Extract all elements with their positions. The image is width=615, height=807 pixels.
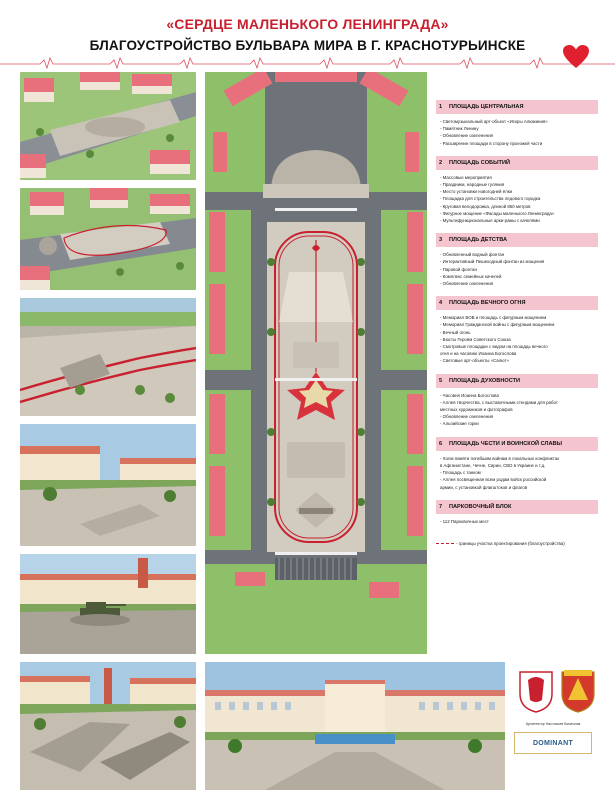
- aerial-render-central-square: [20, 72, 196, 180]
- render-square-panorama: [205, 662, 505, 790]
- legend-section-4: [436, 296, 598, 364]
- list-item: - Аллея посвященная всем родам войск российской: [440, 477, 547, 483]
- section-title: ПЛОЩАДЬ ДЕТСТВА: [449, 237, 508, 244]
- legend-section-header: [436, 374, 598, 388]
- krasnoturinsk-emblem-icon: [560, 670, 596, 714]
- section-items: [436, 251, 598, 287]
- legend-section-7: [436, 500, 598, 525]
- list-item: - Площадь с танком: [440, 470, 481, 476]
- legend-section-2: [436, 156, 598, 224]
- section-title: ПАРКОВОЧНЫЙ БЛОК: [449, 503, 512, 510]
- emblems-group: [490, 670, 600, 720]
- company-logo: [514, 732, 592, 754]
- list-item: - Комплекс семейных качелей: [440, 273, 502, 279]
- section-number: 5: [439, 377, 443, 384]
- section-number: 2: [439, 159, 443, 166]
- heartbeat-line-icon: [0, 56, 615, 70]
- list-item: - Интерактивный Пешеходный фонтан из мощения: [440, 259, 545, 265]
- legend-section-3: [436, 233, 598, 287]
- poster-subtitle: БЛАГОУСТРОЙСТВО БУЛЬВАРА МИРА В Г. КРАСНОТУРЬИНСКЕ: [89, 38, 526, 53]
- render-paving-and-bike-path: [20, 298, 196, 416]
- section-items: [436, 174, 598, 224]
- list-item: - Фигурное мощение «Фасады маленького Ленинграда»: [440, 210, 555, 216]
- list-item: - 112 Парковочных мест: [440, 518, 489, 524]
- poster-title: «СЕРДЦЕ МАЛЕНЬКОГО ЛЕНИНГРАДА»: [166, 16, 449, 32]
- legend-section-6: [436, 437, 598, 491]
- section-items: [436, 314, 598, 364]
- legend-section-header: [436, 296, 598, 310]
- list-item: - Обновленный водный фонтан: [440, 252, 505, 258]
- list-item: - Вечный огонь: [440, 329, 471, 335]
- section-title: ПЛОЩАДЬ ДУХОВНОСТИ: [449, 377, 521, 384]
- legend-section-header: [436, 156, 598, 170]
- list-item: армии, с установкой флагштоков и флагов: [440, 484, 528, 490]
- list-item: - Альпийские горки: [440, 421, 479, 427]
- section-items: [436, 392, 598, 428]
- list-item: местных художников и фотографов: [440, 407, 513, 413]
- render-eternal-flame-square: [20, 424, 196, 546]
- section-title: ПЛОЩАДЬ ВЕЧНОГО ОГНЯ: [449, 300, 526, 307]
- list-item: - Холм памяти погибшим войнам в локальных конфликтах: [440, 455, 560, 461]
- legend-section-1: [436, 100, 598, 147]
- section-number: 6: [439, 440, 443, 447]
- list-item: - Светомузыкальный арт-объект «Искры Алюминия»: [440, 119, 548, 124]
- section-number: 1: [439, 104, 443, 110]
- legend-section-header: [436, 100, 598, 114]
- architect-credit: Архитектор Настасьев Вячеслав: [525, 722, 581, 726]
- section-items: [436, 118, 598, 147]
- aerial-render-memorial-alley: [20, 662, 196, 790]
- list-item: - Обновление озеленения: [440, 414, 494, 420]
- legend-section-header: [436, 500, 598, 514]
- list-item: - Площадка для строительства ледового городка: [440, 196, 541, 202]
- list-item: - Памятник Ленину: [440, 126, 479, 132]
- list-item: - Массовые мероприятия: [440, 174, 492, 180]
- boundary-label: - границы участка проектирования (благоустройства): [456, 540, 565, 546]
- legend-section-5: [436, 374, 598, 428]
- project-boundary-legend: [436, 541, 598, 546]
- list-item: огня и на часовню Иоанна Богослова: [440, 351, 517, 357]
- list-item: - Праздники, народные гуляния: [440, 182, 505, 188]
- section-items: [436, 518, 598, 525]
- list-item: - Мемориал ВОВ и площадь с фигурным мощением: [440, 315, 547, 321]
- list-item: - Обновление озеленения: [440, 133, 494, 139]
- list-item: - Смотровые площадки с видом на площадь вечного: [440, 344, 548, 350]
- list-item: - Паровой фонтан: [440, 266, 477, 272]
- legend-section-header: [436, 437, 598, 451]
- section-number: 4: [439, 300, 443, 307]
- aerial-render-events-square: [20, 188, 196, 290]
- list-item: - Мемориал Гражданской войны с фигурным мощением: [440, 322, 555, 328]
- list-item: - Световые арт-объекты «Салют»: [440, 358, 509, 364]
- list-item: - Обновление озеленения: [440, 281, 494, 287]
- list-item: - Место установки новогодней ёлки: [440, 189, 513, 195]
- section-title: ПЛОЩАДЬ ЧЕСТИ И ВОИНСКОЙ СЛАВЫ: [449, 440, 563, 447]
- list-item: в Афганистане, Чечне, Сирии, СВО в Украине и т.д.: [440, 462, 546, 468]
- section-title: ПЛОЩАДЬ ЦЕНТРАЛЬНАЯ: [449, 104, 524, 110]
- heart-icon: [562, 44, 590, 70]
- render-tank-memorial: [20, 554, 196, 654]
- section-number: 7: [439, 503, 443, 510]
- list-item: - Часовня Иоанна Богослова: [440, 392, 499, 398]
- section-title: ПЛОЩАДЬ СОБЫТИЙ: [449, 159, 511, 166]
- list-item: - Расширение площади в сторону проезжей части: [440, 140, 543, 146]
- list-item: - Бюсты Героям Советского Союза: [440, 336, 511, 342]
- dashed-boundary-icon: [436, 543, 454, 544]
- legend-panel: [436, 100, 598, 546]
- sverdlovsk-emblem-icon: [518, 670, 554, 714]
- list-item: - Круговая велодорожка, длиной 850 метров: [440, 203, 531, 209]
- logo-text: DOMINANT: [532, 739, 574, 747]
- list-item: - Аллея творчества, с выставочными стендами для работ: [440, 399, 558, 405]
- section-items: [436, 455, 598, 491]
- list-item: - Мультифункциональные арки-рамы с качелями: [440, 218, 540, 224]
- section-number: 3: [439, 237, 443, 244]
- legend-section-header: [436, 233, 598, 247]
- master-plan-drawing: [205, 72, 427, 654]
